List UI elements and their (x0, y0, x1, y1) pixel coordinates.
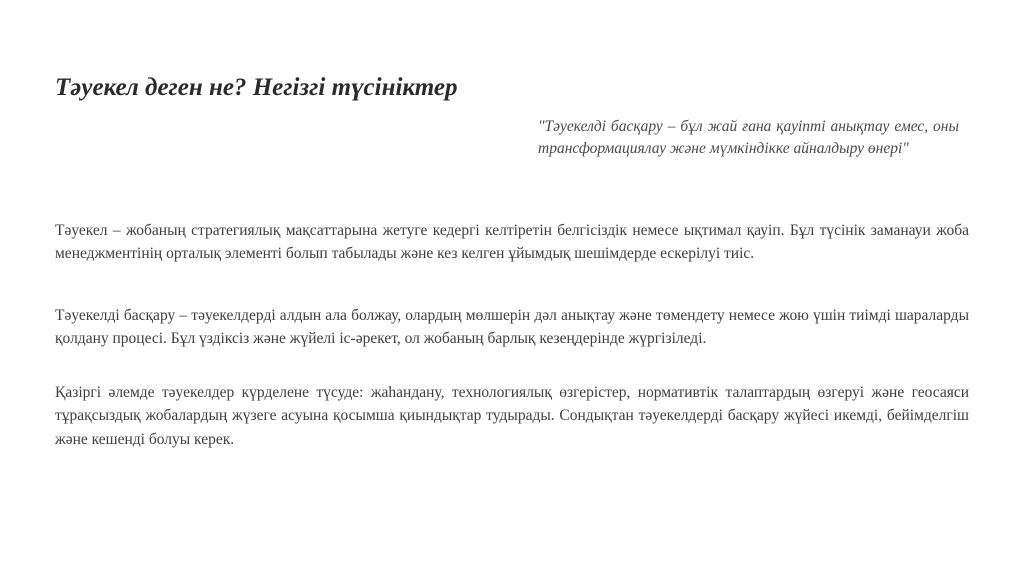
paragraph-risk-management: Тәуекелді басқару – тәуекелдерді алдын ала болжау, олардың мөлшерін дәл анықтау және төмендету немесе жою үшін тиімді шараларды қолдану процесі. Бұл үздіксіз және жүйелі іс-әрекет, ол жобаның барлық кезеңдерінде жүргізіледі. (55, 307, 969, 348)
paragraph-modern-risks: Қазіргі әлемде тәуекелдер күрделене түсуде: жаһандану, технологиялық өзгерістер, нормативтік талаптардың өзгеруі және геосаяси тұрақсыздық жобалардың жүзеге асуына қосымша қиындықтар тудырады. Сондықтан тәуекелдерді басқару жүйесі икемді, бейімделгіш және кешенді болуы керек. (55, 384, 969, 448)
paragraph-risk-definition: Тәуекел – жобаның стратегиялық мақсаттарына жетуге кедергі келтіретін белгісіздік немесе ықтимал қауіп. Бұл түсінік заманауи жоба менеджментінің орталық элементі болып табылады және кез келген ұйымдық шешімдерде ескерілуі тиіс. (55, 222, 969, 263)
slide-title: Тәуекел деген не? Негізгі түсініктер (55, 74, 458, 101)
quote-text: "Тәуекелді басқару – бұл жай ғана қауіпті анықтау емес, оны трансформациялау және мүмкіндікке айналдыру өнері" (538, 118, 959, 157)
